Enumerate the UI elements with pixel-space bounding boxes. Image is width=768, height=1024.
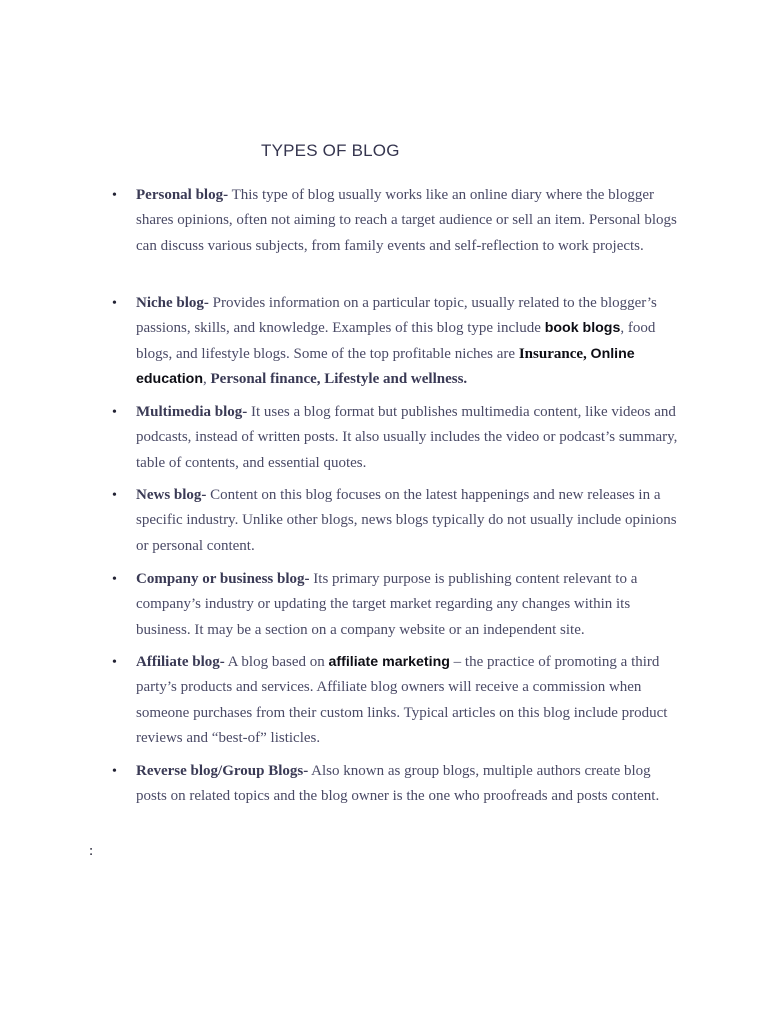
separator: , xyxy=(583,345,591,362)
item-term: News blog- xyxy=(136,487,207,503)
keyword-affiliate-marketing: affiliate marketing xyxy=(328,654,450,670)
item-term: Affiliate blog- xyxy=(136,654,225,670)
item-text: This type of blog usually works like an online diary where the blogger shares opinions, often not aiming to reach a target audience or sell an item. Personal blogs can discuss various subjects, from family events and self-reflection to work projects. xyxy=(136,187,677,254)
bullet-icon: • xyxy=(112,655,117,670)
item-term: Personal blog- xyxy=(136,187,229,203)
list-item-affiliate-blog xyxy=(112,650,681,752)
item-text: Its primary purpose is publishing content relevant to a company’s industry or updating the target market regarding any changes within its business. It may be a section on a company website or an independent site. xyxy=(136,571,638,638)
keyword-personal-finance: Personal finance, Lifestyle and wellness. xyxy=(210,371,468,388)
page-title: TYPES OF BLOG xyxy=(261,141,400,160)
list-item-news-blog xyxy=(112,483,681,559)
item-text: , food blogs, and lifestyle blogs. Some of the top profitable niches are xyxy=(136,320,656,362)
item-text: It uses a blog format but publishes multimedia content, like videos and podcasts, instead of written posts. It also usually includes the video or podcast’s summary, table of contents, and essential quotes. xyxy=(136,404,678,471)
item-text: Also known as group blogs, multiple authors create blog posts on related topics and the blog owner is the one who proofreads and posts content. xyxy=(136,763,660,805)
bullet-icon: • xyxy=(112,572,117,587)
list-item-reverse-blog xyxy=(112,759,681,810)
list-item-personal-blog xyxy=(112,183,681,259)
item-term: Niche blog- xyxy=(136,295,209,311)
keyword-online-education: Online education xyxy=(136,345,635,388)
item-text: Content on this blog focuses on the latest happenings and new releases in a specific industry. Unlike other blogs, news blogs typically do not usually include opinions or personal content. xyxy=(136,487,677,554)
item-text: A blog based on xyxy=(224,654,329,670)
stray-colon-mark: : xyxy=(89,843,94,859)
item-term: Reverse blog/Group Blogs- xyxy=(136,763,309,779)
separator: , xyxy=(203,371,211,388)
list-item-company-blog xyxy=(112,567,681,643)
list-item-niche-blog xyxy=(112,291,681,393)
keyword-insurance: Insurance xyxy=(518,345,584,362)
bullet-icon: • xyxy=(112,488,117,503)
item-term: Multimedia blog- xyxy=(136,404,248,420)
bullet-icon: • xyxy=(112,188,117,203)
item-text: Provides information on a particular topic, usually related to the blogger’s passions, skills, and knowledge. Examples of this blog type include xyxy=(136,295,657,337)
item-text: – the practice of promoting a third party’s products and services. Affiliate blog owners will receive a commission when someone purchases from their custom links. Typical articles on this blog include product reviews and “best-of” listicles. xyxy=(136,654,668,747)
bullet-icon: • xyxy=(112,405,117,420)
keyword-book-blogs: book blogs xyxy=(544,320,621,337)
list-item-multimedia-blog xyxy=(112,400,681,476)
bullet-icon: • xyxy=(112,296,117,311)
bullet-icon: • xyxy=(112,764,117,779)
item-term: Company or business blog- xyxy=(136,571,310,587)
